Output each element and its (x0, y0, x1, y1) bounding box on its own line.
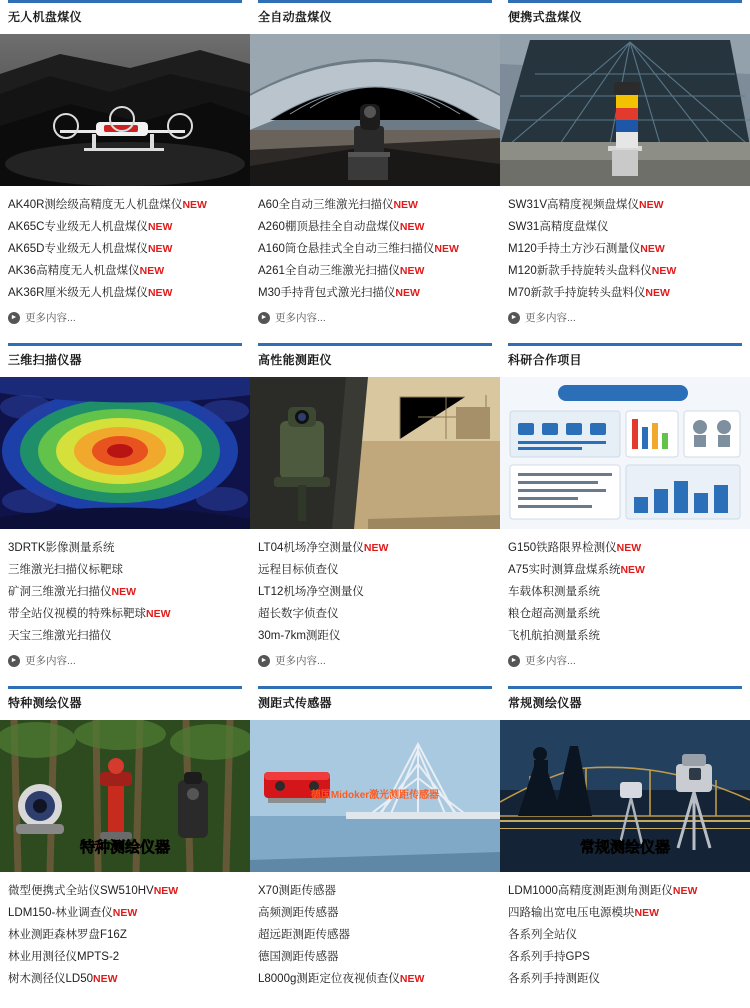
product-list (258, 194, 492, 304)
card-thumbnail[interactable] (250, 377, 500, 529)
new-badge: NEW (672, 885, 698, 897)
card-thumbnail[interactable] (250, 720, 500, 872)
new-badge: NEW (645, 287, 670, 299)
card-title: 全自动盘煤仪 (258, 10, 332, 24)
list-item[interactable]: M120新款手持旋转头盘料仪NEW (508, 265, 677, 277)
new-badge: NEW (620, 564, 645, 576)
list-item[interactable]: 树木测径仪LD50NEW (8, 973, 118, 985)
new-badge: NEW (640, 243, 665, 255)
list-item[interactable]: 各系列全站仪 (508, 929, 577, 941)
card-header (508, 343, 742, 373)
card-thumbnail[interactable] (500, 720, 750, 872)
play-arrow-icon: ► (8, 655, 20, 667)
product-list (8, 537, 242, 647)
new-badge: NEW (639, 199, 664, 211)
play-arrow-icon: ► (258, 312, 270, 324)
list-item[interactable]: M70新款手持旋转头盘料仪NEW (508, 287, 670, 299)
play-arrow-icon: ► (258, 655, 270, 667)
list-item[interactable]: A160筒仓悬挂式全自动三维扫描仪NEW (258, 243, 459, 255)
card-thumbnail[interactable] (500, 34, 750, 186)
card-title: 无人机盘煤仪 (8, 10, 82, 24)
list-item[interactable]: 车载体积测量系统 (508, 586, 600, 598)
category-card (0, 0, 250, 343)
category-card (0, 686, 250, 1008)
list-item[interactable]: 四路输出宽电压电源模块NEW (508, 907, 659, 919)
list-item[interactable]: AK36高精度无人机盘煤仪NEW (8, 265, 165, 277)
new-badge: NEW (147, 287, 173, 299)
svg-text:特种测绘仪器: 特种测绘仪器 (79, 839, 171, 856)
card-thumbnail[interactable] (0, 720, 250, 872)
new-badge: NEW (146, 608, 171, 620)
new-badge: NEW (651, 265, 677, 277)
list-item[interactable]: 三维激光扫描仪标靶球 (8, 564, 123, 576)
card-title: 三维扫描仪器 (8, 353, 82, 367)
list-item[interactable]: LT12机场净空测量仪 (258, 586, 364, 598)
list-item[interactable]: 微型便携式全站仪SW510HVNEW (8, 885, 179, 897)
more-link[interactable] (258, 310, 492, 325)
card-title: 特种测绘仪器 (8, 696, 82, 710)
list-item[interactable]: LDM1000高精度测距测角测距仪NEW (508, 885, 698, 897)
list-item[interactable]: 德国测距传感器 (258, 951, 339, 963)
card-title: 常规测绘仪器 (508, 696, 582, 710)
play-arrow-icon: ► (508, 312, 520, 324)
category-card (500, 686, 750, 1008)
list-item[interactable]: 各系列手持测距仪 (508, 973, 600, 985)
svg-text:德国Midoker激光测距传感器: 德国Midoker激光测距传感器 (310, 790, 440, 801)
new-badge: NEW (399, 265, 425, 277)
product-list (508, 194, 742, 304)
list-item[interactable]: 远程目标侦查仪 (258, 564, 339, 576)
more-label: 更多内容... (25, 655, 76, 667)
new-badge: NEW (93, 973, 118, 985)
card-title: 测距式传感器 (258, 696, 332, 710)
product-list (508, 537, 742, 647)
new-badge: NEW (393, 199, 418, 211)
list-item[interactable]: SW31V高精度视频盘煤仪NEW (508, 199, 664, 211)
card-thumbnail[interactable] (0, 377, 250, 529)
more-link[interactable] (508, 653, 742, 668)
play-arrow-icon: ► (508, 655, 520, 667)
card-title: 高性能测距仪 (258, 353, 332, 367)
card-header (8, 686, 242, 716)
new-badge: NEW (147, 243, 173, 255)
card-thumbnail[interactable] (250, 34, 500, 186)
list-item[interactable]: AK65D专业级无人机盘煤仪NEW (8, 243, 173, 255)
more-link[interactable] (8, 653, 242, 668)
card-header (258, 0, 492, 30)
new-badge: NEW (399, 221, 425, 233)
product-list (8, 880, 242, 990)
new-badge: NEW (139, 265, 165, 277)
card-header (508, 0, 742, 30)
more-label: 更多内容... (275, 655, 326, 667)
new-badge: NEW (399, 973, 425, 985)
list-item[interactable]: 30m-7km测距仪 (258, 630, 341, 642)
list-item[interactable]: A60全自动三维激光扫描仪NEW (258, 199, 418, 211)
more-link[interactable] (8, 310, 242, 325)
new-badge: NEW (111, 586, 136, 598)
list-item[interactable]: 高频测距传感器 (258, 907, 339, 919)
new-badge: NEW (147, 221, 173, 233)
card-title: 便携式盘煤仪 (508, 10, 582, 24)
list-item[interactable]: LT04机场净空测量仪NEW (258, 542, 389, 554)
card-header (258, 686, 492, 716)
svg-text:常规测绘仪器: 常规测绘仪器 (579, 839, 671, 856)
category-card (250, 343, 500, 686)
list-item[interactable]: X70测距传感器 (258, 885, 336, 897)
list-item[interactable]: 带全站仪视模的特殊标靶球NEW (8, 608, 171, 620)
category-card (500, 0, 750, 343)
product-list (258, 880, 492, 990)
card-header (8, 343, 242, 373)
list-item[interactable]: 林业测距森林罗盘F16Z (8, 929, 127, 941)
product-list (508, 880, 742, 990)
product-list (8, 194, 242, 304)
new-badge: NEW (434, 243, 459, 255)
list-item[interactable]: 粮仓超高测量系统 (508, 608, 600, 620)
list-item[interactable]: 超远距测距传感器 (258, 929, 350, 941)
list-item[interactable]: 3DRTK影像测量系统 (8, 542, 115, 554)
new-badge: NEW (182, 199, 207, 211)
card-thumbnail[interactable] (0, 34, 250, 186)
list-item[interactable]: A75实时测算盘煤系统NEW (508, 564, 645, 576)
more-link[interactable] (258, 653, 492, 668)
list-item[interactable]: A260棚顶悬挂全自动盘煤仪NEW (258, 221, 425, 233)
category-card (250, 0, 500, 343)
list-item[interactable]: L8000g测距定位夜视侦查仪NEW (258, 973, 425, 985)
card-header (8, 0, 242, 30)
more-link[interactable] (508, 310, 742, 325)
card-header (508, 686, 742, 716)
card-header (258, 343, 492, 373)
play-arrow-icon: ► (8, 312, 20, 324)
list-item[interactable]: M120手持土方沙石测量仪NEW (508, 243, 665, 255)
list-item[interactable]: 天宝三维激光扫描仪 (8, 630, 112, 642)
new-badge: NEW (153, 885, 179, 897)
list-item[interactable]: AK40R测绘级高精度无人机盘煤仪NEW (8, 199, 207, 211)
list-item[interactable]: SW31高精度盘煤仪 (508, 221, 609, 233)
more-label: 更多内容... (275, 312, 326, 324)
list-item[interactable]: LDM150-林业调查仪NEW (8, 907, 138, 919)
card-thumbnail[interactable] (500, 377, 750, 529)
new-badge: NEW (616, 542, 642, 554)
list-item[interactable]: AK65C专业级无人机盘煤仪NEW (8, 221, 173, 233)
category-card (250, 686, 500, 1008)
list-item[interactable]: AK36R厘米级无人机盘煤仪NEW (8, 287, 173, 299)
new-badge: NEW (112, 907, 138, 919)
product-list (258, 537, 492, 647)
list-item[interactable]: 飞机航拍测量系统 (508, 630, 600, 642)
new-badge: NEW (634, 907, 659, 919)
list-item[interactable]: 超长数字侦查仪 (258, 608, 339, 620)
category-card (0, 343, 250, 686)
new-badge: NEW (363, 542, 389, 554)
new-badge: NEW (395, 287, 420, 299)
list-item[interactable]: 矿洞三维激光扫描仪NEW (8, 586, 136, 598)
card-title: 科研合作项目 (508, 353, 582, 367)
more-label: 更多内容... (25, 312, 76, 324)
list-item[interactable]: 林业用测径仪MPTS-2 (8, 951, 120, 963)
list-item[interactable]: M30手持背包式激光扫描仪NEW (258, 287, 420, 299)
list-item[interactable]: A261全自动三维激光扫描仪NEW (258, 265, 425, 277)
more-label: 更多内容... (525, 655, 576, 667)
category-card (500, 343, 750, 686)
list-item[interactable]: 各系列手持GPS (508, 951, 590, 963)
more-label: 更多内容... (525, 312, 576, 324)
list-item[interactable]: G150铁路限界检测仪NEW (508, 542, 642, 554)
